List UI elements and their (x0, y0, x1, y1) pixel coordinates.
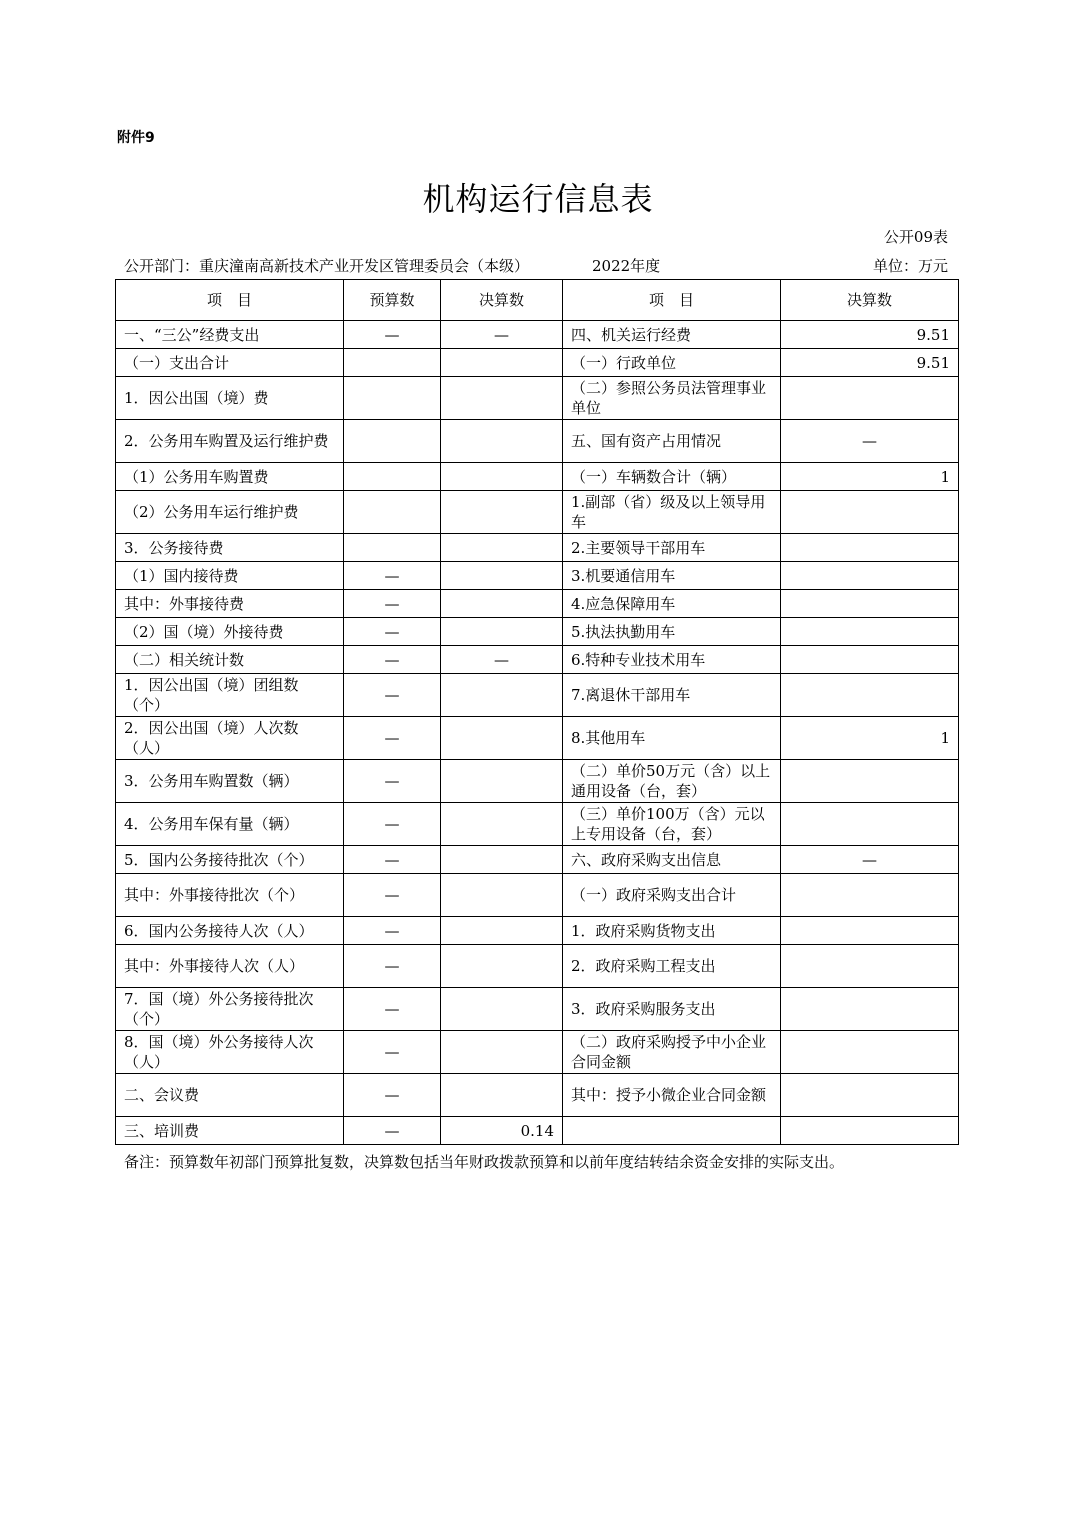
right-final-cell (781, 618, 959, 646)
table-row (116, 562, 959, 590)
final-cell: — (441, 321, 563, 349)
final-cell (441, 562, 563, 590)
budget-cell: — (344, 674, 441, 717)
left-item: 其中：外事接待批次（个） (116, 874, 344, 917)
budget-cell (344, 420, 441, 463)
budget-cell: — (344, 1117, 441, 1145)
final-cell (441, 717, 563, 760)
table-row (116, 674, 959, 717)
budget-cell (344, 377, 441, 420)
left-item: （2）国（境）外接待费 (116, 618, 344, 646)
right-item: 3.机要通信用车 (563, 562, 781, 590)
right-final-cell (781, 988, 959, 1031)
right-item: 4.应急保障用车 (563, 590, 781, 618)
right-final-cell: — (781, 846, 959, 874)
right-item: （一）车辆数合计（辆） (563, 463, 781, 491)
right-final-cell (781, 1031, 959, 1074)
year-label: 2022年度 (592, 257, 661, 275)
left-item: 4．公务用车保有量（辆） (116, 803, 344, 846)
left-item: （1）国内接待费 (116, 562, 344, 590)
table-row (116, 717, 959, 760)
budget-cell: — (344, 646, 441, 674)
table-row (116, 420, 959, 463)
budget-cell: — (344, 874, 441, 917)
column-header: 预算数 (344, 280, 441, 321)
right-final-cell: 9.51 (781, 321, 959, 349)
right-item (563, 1117, 781, 1145)
table-row (116, 1074, 959, 1117)
table-row (116, 1031, 959, 1074)
left-item: 7．国（境）外公务接待批次（个） (116, 988, 344, 1031)
right-item: 2.主要领导干部用车 (563, 534, 781, 562)
table-row (116, 945, 959, 988)
final-cell (441, 674, 563, 717)
final-cell (441, 803, 563, 846)
right-final-cell (781, 1074, 959, 1117)
final-cell (441, 1074, 563, 1117)
left-item: （2）公务用车运行维护费 (116, 491, 344, 534)
final-cell (441, 377, 563, 420)
right-final-cell (781, 945, 959, 988)
left-item: 8．国（境）外公务接待人次（人） (116, 1031, 344, 1074)
left-item: 其中：外事接待人次（人） (116, 945, 344, 988)
right-final-cell (781, 590, 959, 618)
left-item: （一）支出合计 (116, 349, 344, 377)
attachment-label: 附件9 (117, 130, 155, 146)
final-cell (441, 349, 563, 377)
budget-cell: — (344, 590, 441, 618)
budget-cell (344, 491, 441, 534)
table-row (116, 917, 959, 945)
final-cell (441, 988, 563, 1031)
right-item: 6.特种专业技术用车 (563, 646, 781, 674)
right-item: 1.副部（省）级及以上领导用车 (563, 491, 781, 534)
page-title: 机构运行信息表 (422, 180, 654, 218)
right-final-cell (781, 562, 959, 590)
right-item: 7.离退休干部用车 (563, 674, 781, 717)
table-header-row (116, 280, 959, 321)
right-item: （一）政府采购支出合计 (563, 874, 781, 917)
budget-cell (344, 463, 441, 491)
right-final-cell (781, 917, 959, 945)
table-row (116, 534, 959, 562)
right-final-cell (781, 1117, 959, 1145)
column-header: 决算数 (781, 280, 959, 321)
right-item: 其中：授予小微企业合同金额 (563, 1074, 781, 1117)
table-row (116, 321, 959, 349)
right-item: 六、政府采购支出信息 (563, 846, 781, 874)
budget-cell: — (344, 1031, 441, 1074)
table-row (116, 760, 959, 803)
table-row (116, 1117, 959, 1145)
right-item: （一）行政单位 (563, 349, 781, 377)
left-item: 2．因公出国（境）人次数（人） (116, 717, 344, 760)
left-item: 其中：外事接待费 (116, 590, 344, 618)
table-row (116, 590, 959, 618)
left-item: 3．公务接待费 (116, 534, 344, 562)
right-item: 8.其他用车 (563, 717, 781, 760)
budget-cell (344, 534, 441, 562)
right-item: （二）参照公务员法管理事业单位 (563, 377, 781, 420)
right-item: （三）单价100万（含）元以上专用设备（台，套） (563, 803, 781, 846)
left-item: （二）相关统计数 (116, 646, 344, 674)
right-final-cell: 1 (781, 463, 959, 491)
final-cell: 0.14 (441, 1117, 563, 1145)
final-cell (441, 874, 563, 917)
left-item: 一、“三公”经费支出 (116, 321, 344, 349)
department-label: 公开部门：重庆潼南高新技术产业开发区管理委员会（本级） (124, 257, 530, 275)
table-row (116, 803, 959, 846)
left-item: 三、培训费 (116, 1117, 344, 1145)
table-row (116, 988, 959, 1031)
budget-cell: — (344, 562, 441, 590)
footnote: 备注：预算数年初部门预算批复数，决算数包括当年财政拨款预算和以前年度结转结余资金安排的实际支出。 (124, 1153, 845, 1171)
budget-cell: — (344, 760, 441, 803)
table-row (116, 618, 959, 646)
final-cell: — (441, 646, 563, 674)
budget-cell: — (344, 988, 441, 1031)
budget-cell: — (344, 803, 441, 846)
final-cell (441, 590, 563, 618)
unit-label: 单位：万元 (872, 257, 948, 275)
column-header: 决算数 (441, 280, 563, 321)
budget-cell: — (344, 717, 441, 760)
final-cell (441, 917, 563, 945)
right-final-cell (781, 534, 959, 562)
left-item: 1．因公出国（境）团组数（个） (116, 674, 344, 717)
left-item: 3．公务用车购置数（辆） (116, 760, 344, 803)
budget-cell: — (344, 1074, 441, 1117)
right-final-cell (781, 674, 959, 717)
right-final-cell (781, 874, 959, 917)
table-row (116, 646, 959, 674)
right-item: 四、机关运行经费 (563, 321, 781, 349)
right-final-cell: — (781, 420, 959, 463)
column-header: 项 目 (563, 280, 781, 321)
right-final-cell: 1 (781, 717, 959, 760)
budget-cell: — (344, 846, 441, 874)
right-item: 2．政府采购工程支出 (563, 945, 781, 988)
final-cell (441, 945, 563, 988)
right-item: 5.执法执勤用车 (563, 618, 781, 646)
budget-cell: — (344, 321, 441, 349)
info-table (115, 279, 959, 1145)
right-item: （二）单价50万元（含）以上通用设备（台，套） (563, 760, 781, 803)
budget-cell (344, 349, 441, 377)
left-item: 2．公务用车购置及运行维护费 (116, 420, 344, 463)
table-row (116, 377, 959, 420)
table-row (116, 874, 959, 917)
final-cell (441, 534, 563, 562)
table-row (116, 349, 959, 377)
left-item: （1）公务用车购置费 (116, 463, 344, 491)
final-cell (441, 1031, 563, 1074)
right-item: 五、国有资产占用情况 (563, 420, 781, 463)
right-item: （二）政府采购授予中小企业合同金额 (563, 1031, 781, 1074)
right-final-cell (781, 491, 959, 534)
left-item: 1．因公出国（境）费 (116, 377, 344, 420)
form-number: 公开09表 (883, 228, 948, 246)
final-cell (441, 846, 563, 874)
left-item: 6．国内公务接待人次（人） (116, 917, 344, 945)
budget-cell: — (344, 917, 441, 945)
right-final-cell (781, 646, 959, 674)
right-final-cell (781, 760, 959, 803)
final-cell (441, 463, 563, 491)
budget-cell: — (344, 945, 441, 988)
final-cell (441, 420, 563, 463)
right-final-cell (781, 803, 959, 846)
right-final-cell (781, 377, 959, 420)
column-header: 项 目 (116, 280, 344, 321)
left-item: 二、会议费 (116, 1074, 344, 1117)
table-row (116, 846, 959, 874)
right-item: 3．政府采购服务支出 (563, 988, 781, 1031)
final-cell (441, 760, 563, 803)
final-cell (441, 618, 563, 646)
budget-cell: — (344, 618, 441, 646)
right-item: 1．政府采购货物支出 (563, 917, 781, 945)
left-item: 5．国内公务接待批次（个） (116, 846, 344, 874)
final-cell (441, 491, 563, 534)
right-final-cell: 9.51 (781, 349, 959, 377)
table-row (116, 491, 959, 534)
table-row (116, 463, 959, 491)
